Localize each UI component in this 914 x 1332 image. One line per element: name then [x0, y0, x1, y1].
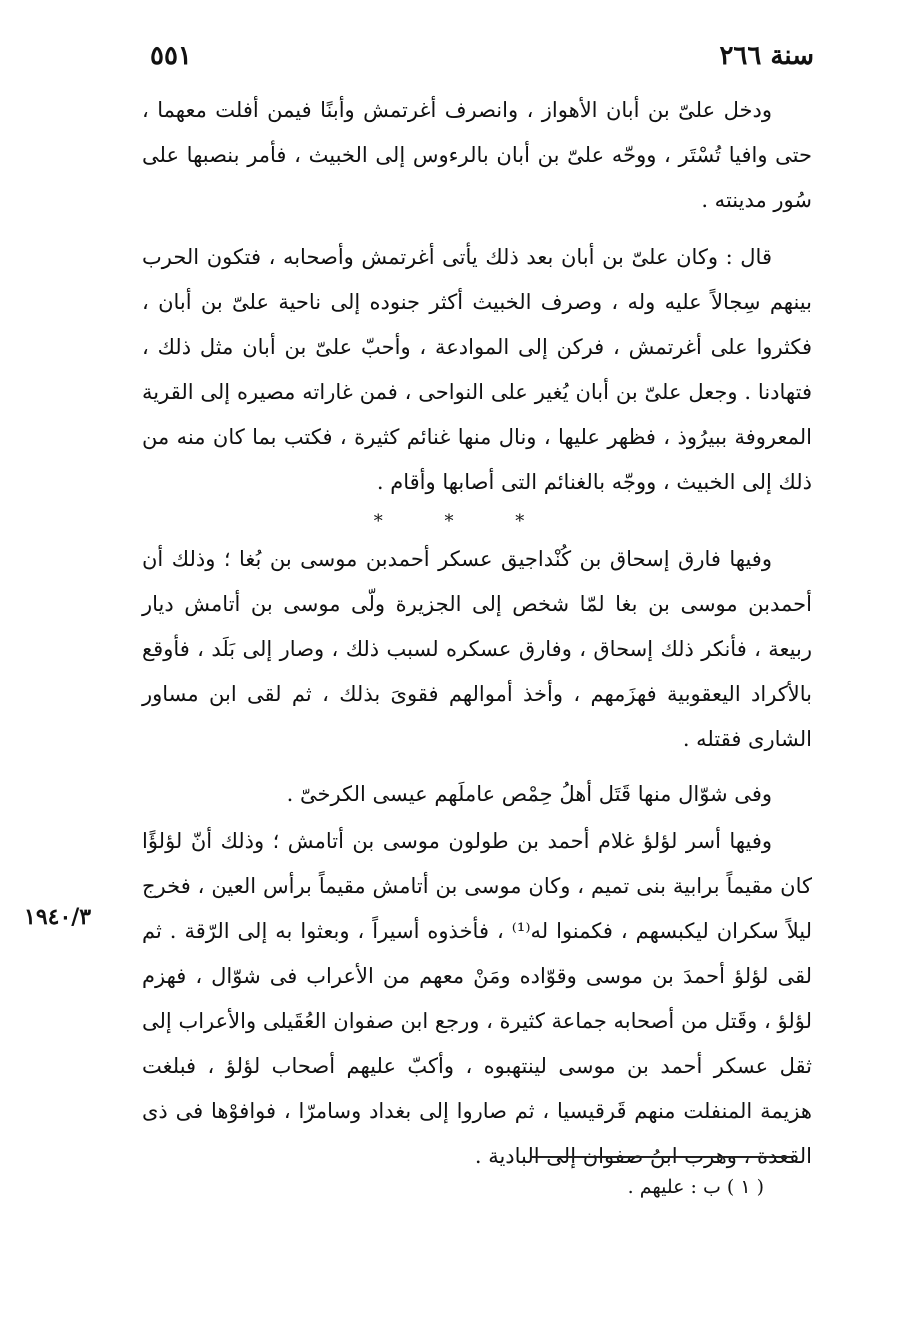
page-header [150, 36, 814, 76]
section-separator: * * * [373, 511, 553, 532]
page-number: ٥٥١ [150, 41, 192, 71]
paragraph: وفيها فارق إسحاق بن كُنْداجيق عسكر أحمدبن موسى بن بُغا ؛ وذلك أن أحمدبن موسى بن بغا لمّا شخص إلى الجزيرة ولّى موسى بن أتامش ديار ربيعة ، فأنكر ذلك إسحاق ، وفارق عسكره لسبب ذلك ، وصار إلى بَلَد ، فأوقع بالأكراد اليعقوبية فهزَمهم ، وأخذ أموالهم فقوىَ بذلك ، ثم لقى ابن مساور الشارى فقتله . [142, 547, 812, 751]
paragraph: ودخل علىّ بن أبان الأهواز ، وانصرف أغرتمش وأبنًا فيمن أفلت معهما ، حتى وافيا تُسْتَر ، ووحّه علىّ بن أبان بالرءوس إلى الخبيث ، فأمر بنصبها على سُور مدينته . [142, 98, 812, 212]
main-text [142, 88, 812, 1179]
paragraph: وفيها أسر لؤلؤ غلام أحمد بن طولون موسى بن أتامش ؛ وذلك أنّ لؤلؤًا كان مقيماً برابية بنى تميم ، وكان موسى بن أتامش مقيماً برأس العين ، فخرج ليلاً سكران ليكبسهم ، فكمنوا له⁽¹⁾ ، فأخذوه أسيراً ، وبعثوا به إلى الرّقة . ثم لقى لؤلؤ أحمدَ بن موسى وقوّاده ومَنْ معهم من الأعراب فى شوّال ، فهزم لؤلؤ ، وقَتل من أصحابه جماعة كثيرة ، ورجع ابن صفوان العُقَيلى والأعراب إلى ثقل عسكر أحمد بن موسى لينتهبوه ، وأكبّ عليهم أصحاب لؤلؤ ، فبلغت هزيمة المنفلت منهم قَرقيسيا ، ثم صاروا إلى بغداد وسامرّا ، فوافوْها فى ذى القعدة ، وهرب ابنُ صفوان إلى البادية . [142, 829, 812, 1168]
footnote: ( ١ ) ب : عليهم . [627, 1176, 764, 1198]
margin-reference: ١٩٤٠/٣ [24, 904, 92, 930]
footnote-divider [530, 1156, 792, 1158]
running-head-year: سنة ٢٦٦ [719, 41, 814, 71]
paragraph: قال : وكان علىّ بن أبان بعد ذلك يأتى أغرتمش وأصحابه ، فتكون الحرب بينهم سِجالاً عليه وله ، وصرف الخبيث أكثر جنوده إلى ناحية علىّ بن أبان ، فكثروا على أغرتمش ، فركن إلى الموادعة ، وأحبّ علىّ بن أبان مثل ذلك ، فتهادنا . وجعل علىّ بن أبان يُغير على النواحى ، فمن غاراته مصيره إلى القرية المعروفة ببيرُوذ ، فظهر عليها ، ونال منها غنائم كثيرة ، فكتب بما كان منه من ذلك إلى الخبيث ، ووجّه بالغنائم التى أصابها وأقام . [142, 245, 812, 494]
paragraph: وفى شوّال منها قَتَل أهلُ حِمْص عاملَهم عيسى الكرخىّ . [286, 782, 772, 806]
